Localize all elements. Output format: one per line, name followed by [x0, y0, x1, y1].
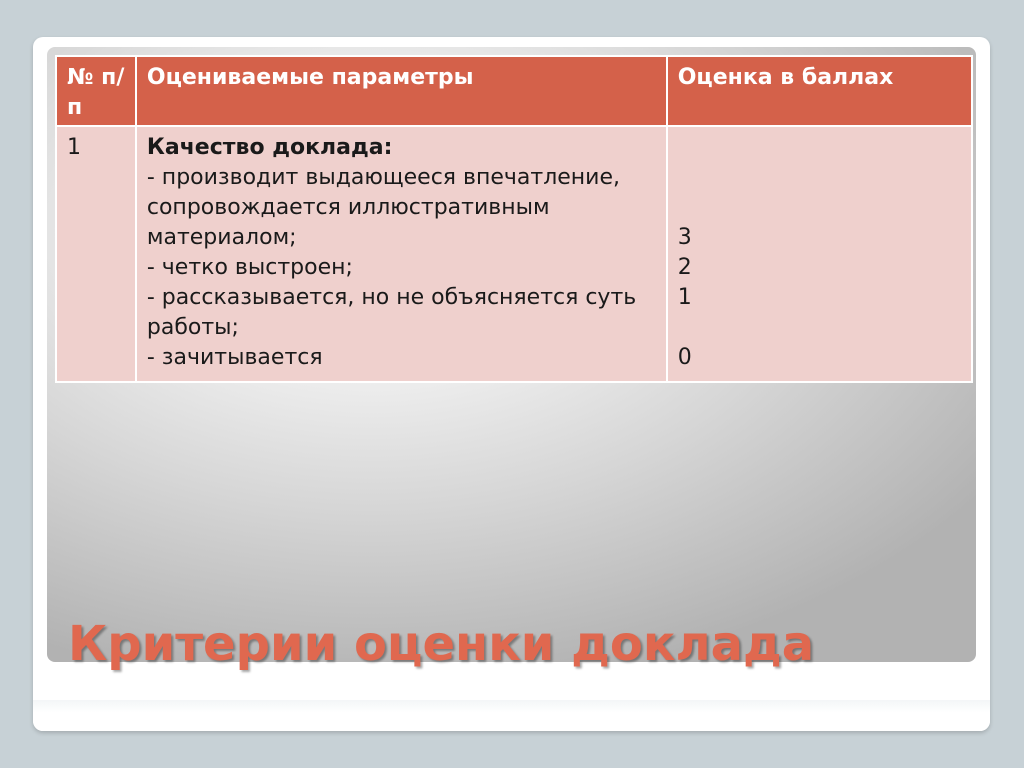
- row-parameters: [136, 126, 667, 382]
- slide-title: Критерии оценки доклада: [68, 616, 815, 672]
- row-number: 1: [56, 126, 136, 382]
- table-header-row: [56, 56, 972, 126]
- score-value: 0: [677, 345, 692, 370]
- score-value: 1: [677, 285, 692, 310]
- score-value: 3: [677, 225, 692, 250]
- parameter-line: - четко выстроен;: [146, 255, 353, 280]
- content-panel: [47, 47, 976, 662]
- row-scores: [667, 126, 972, 382]
- header-number: № п/п: [56, 56, 136, 126]
- criteria-table: [55, 55, 973, 383]
- parameter-line: - производит выдающееся впечатление, сопровождается иллюстративным материалом;: [146, 165, 628, 250]
- parameter-line: - зачитывается: [146, 345, 323, 370]
- header-parameters: Оцениваемые параметры: [136, 56, 667, 126]
- table-row: [56, 126, 972, 382]
- score-spacer: [678, 313, 961, 343]
- score-value: 2: [677, 255, 692, 280]
- parameter-heading: Качество доклада:: [146, 135, 393, 160]
- parameter-line: - рассказывается, но не объясняется суть работы;: [146, 285, 644, 340]
- score-list: [678, 133, 961, 373]
- header-score: Оценка в баллах: [667, 56, 972, 126]
- slide-bottom-band: [33, 700, 990, 731]
